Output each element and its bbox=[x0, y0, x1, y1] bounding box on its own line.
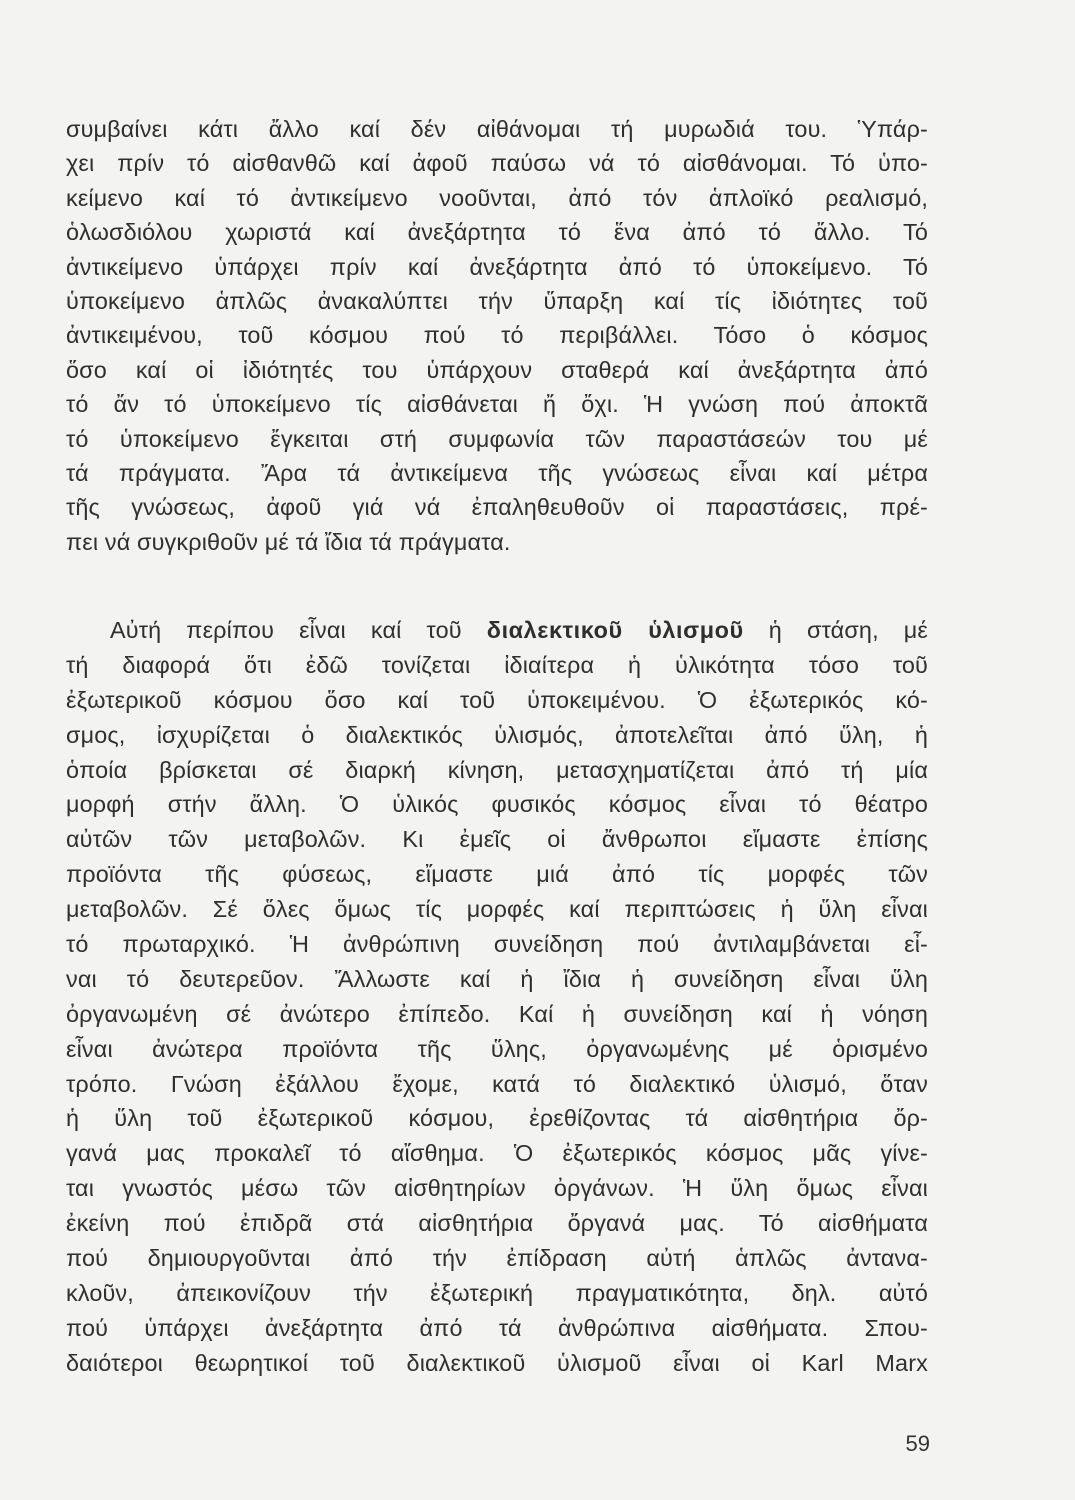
text-line: ἐκείνη πού ἐπιδρᾶ στά αἰσθητήρια ὄργανά μας. Τό αἰσθήματα bbox=[66, 1210, 928, 1237]
text-line: τά πράγματα. Ἄρα τά ἀντικείμενα τῆς γνώσεως εἶναι καί μέτρα bbox=[66, 459, 928, 486]
text-line: πού δημιουργοῦνται ἀπό τήν ἐπίδραση αὐτή ἁπλῶς ἀντανα- bbox=[66, 1245, 928, 1272]
text-line: χει πρίν τό αἰσθανθῶ καί ἀφοῦ παύσω νά τό αἰσθάνομαι. Τό ὑπο- bbox=[66, 150, 928, 177]
text-line: ὅσο καί οἱ ἰδιότητές του ὑπάρχουν σταθερά καί ἀνεξάρτητα ἀπό bbox=[66, 356, 928, 383]
text-line: ναι τό δευτερεῦον. Ἄλλωστε καί ἡ ἴδια ἡ συνείδηση εἶναι ὕλη bbox=[66, 965, 928, 992]
text-line: μορφή στήν ἄλλη. Ὁ ὑλικός φυσικός κόσμος εἶναι τό θέατρο bbox=[66, 791, 928, 818]
text-line: προϊόντα τῆς φύσεως, εἴμαστε μιά ἀπό τίς μορφές τῶν bbox=[66, 861, 928, 888]
text-run: ἡ στάση, μέ bbox=[743, 617, 928, 643]
text-line: ὁλωσδιόλου χωριστά καί ἀνεξάρτητα τό ἕνα ἀπό τό ἄλλο. Τό bbox=[66, 219, 928, 246]
text-line: ται γνωστός μέσω τῶν αἰσθητηρίων ὀργάνων. Ἡ ὕλη ὅμως εἶναι bbox=[66, 1175, 928, 1202]
text-run: Αὐτή περίπου εἶναι καί τοῦ bbox=[110, 617, 487, 643]
paragraph-2 bbox=[66, 613, 928, 1381]
text-line: αὐτῶν τῶν μεταβολῶν. Κι ἐμεῖς οἱ ἄνθρωποι εἴμαστε ἐπίσης bbox=[66, 826, 928, 853]
emphasized-term: διαλεκτικοῦ ὑλισμοῦ bbox=[486, 617, 744, 643]
text-line: τό ἄν τό ὑποκείμενο τίς αἰσθάνεται ἤ ὄχι. Ἡ γνώση πού ἀποκτᾶ bbox=[66, 391, 928, 418]
paragraph-2-first-line bbox=[66, 613, 928, 648]
text-line: πού ὑπάρχει ἀνεξάρτητα ἀπό τά ἀνθρώπινα αἰσθήματα. Σπου- bbox=[66, 1314, 928, 1341]
paragraph-1 bbox=[66, 112, 928, 559]
text-line: ἀντικείμενο ὑπάρχει πρίν καί ἀνεξάρτητα ἀπό τό ὑποκείμενο. Τό bbox=[66, 253, 928, 280]
text-line: ἡ ὕλη τοῦ ἐξωτερικοῦ κόσμου, ἐρεθίζοντας τά αἰσθητήρια ὄρ- bbox=[66, 1105, 928, 1132]
text-line: σμος, ἰσχυρίζεται ὁ διαλεκτικός ὑλισμός, ἀποτελεῖται ἀπό ὕλη, ἡ bbox=[66, 721, 928, 748]
text-line: εἶναι ἀνώτερα προϊόντα τῆς ὕλης, ὀργανωμένης μέ ὁρισμένο bbox=[66, 1035, 928, 1062]
text-line: κείμενο καί τό ἀντικείμενο νοοῦνται, ἀπό τόν ἁπλοϊκό ρεαλισμό, bbox=[66, 184, 928, 211]
text-line: κλοῦν, ἀπεικονίζουν τήν ἐξωτερική πραγματικότητα, δηλ. αὐτό bbox=[66, 1279, 928, 1306]
text-line: τρόπο. Γνώση ἐξάλλου ἔχομε, κατά τό διαλεκτικό ὑλισμό, ὅταν bbox=[66, 1070, 928, 1097]
text-line: ἐξωτερικοῦ κόσμου ὅσο καί τοῦ ὑποκειμένου. Ὁ ἐξωτερικός κό- bbox=[66, 686, 928, 713]
text-line: τό πρωταρχικό. Ἡ ἀνθρώπινη συνείδηση πού ἀντιλαμβάνεται εἶ- bbox=[66, 931, 928, 958]
text-line: μεταβολῶν. Σέ ὅλες ὅμως τίς μορφές καί περιπτώσεις ἡ ὕλη εἶναι bbox=[66, 896, 928, 923]
text-line: ὀργανωμένη σέ ἀνώτερο ἐπίπεδο. Καί ἡ συνείδηση καί ἡ νόηση bbox=[66, 1000, 928, 1027]
text-line: ἀντικειμένου, τοῦ κόσμου πού τό περιβάλλει. Τόσο ὁ κόσμος bbox=[66, 322, 928, 349]
text-line: συμβαίνει κάτι ἄλλο καί δέν αἰθάνομαι τή μυρωδιά του. Ὑπάρ- bbox=[66, 116, 928, 142]
text-line: τῆς γνώσεως, ἀφοῦ γιά νά ἐπαληθευθοῦν οἱ παραστάσεις, πρέ- bbox=[66, 494, 928, 521]
text-line: πει νά συγκριθοῦν μέ τά ἴδια τά πράγματα. bbox=[66, 528, 511, 555]
text-line: τή διαφορά ὅτι ἐδῶ τονίζεται ἰδιαίτερα ἡ ὑλικότητα τόσο τοῦ bbox=[66, 651, 928, 678]
text-line: ὑποκείμενο ἁπλῶς ἀνακαλύπτει τήν ὕπαρξη καί τίς ἰδιότητες τοῦ bbox=[66, 287, 928, 314]
text-line: ὁποία βρίσκεται σέ διαρκή κίνηση, μετασχηματίζεται ἀπό τή μία bbox=[66, 756, 928, 783]
page-number: 59 bbox=[905, 1431, 930, 1456]
text-line: τό ὑποκείμενο ἔγκειται στή συμφωνία τῶν παραστάσεών του μέ bbox=[66, 425, 928, 452]
text-line: γανά μας προκαλεῖ τό αἴσθημα. Ὁ ἐξωτερικός κόσμος μᾶς γίνε- bbox=[66, 1140, 928, 1167]
text-line: δαιότεροι θεωρητικοί τοῦ διαλεκτικοῦ ὑλισμοῦ εἶναι οἱ Karl Marx bbox=[66, 1349, 928, 1376]
